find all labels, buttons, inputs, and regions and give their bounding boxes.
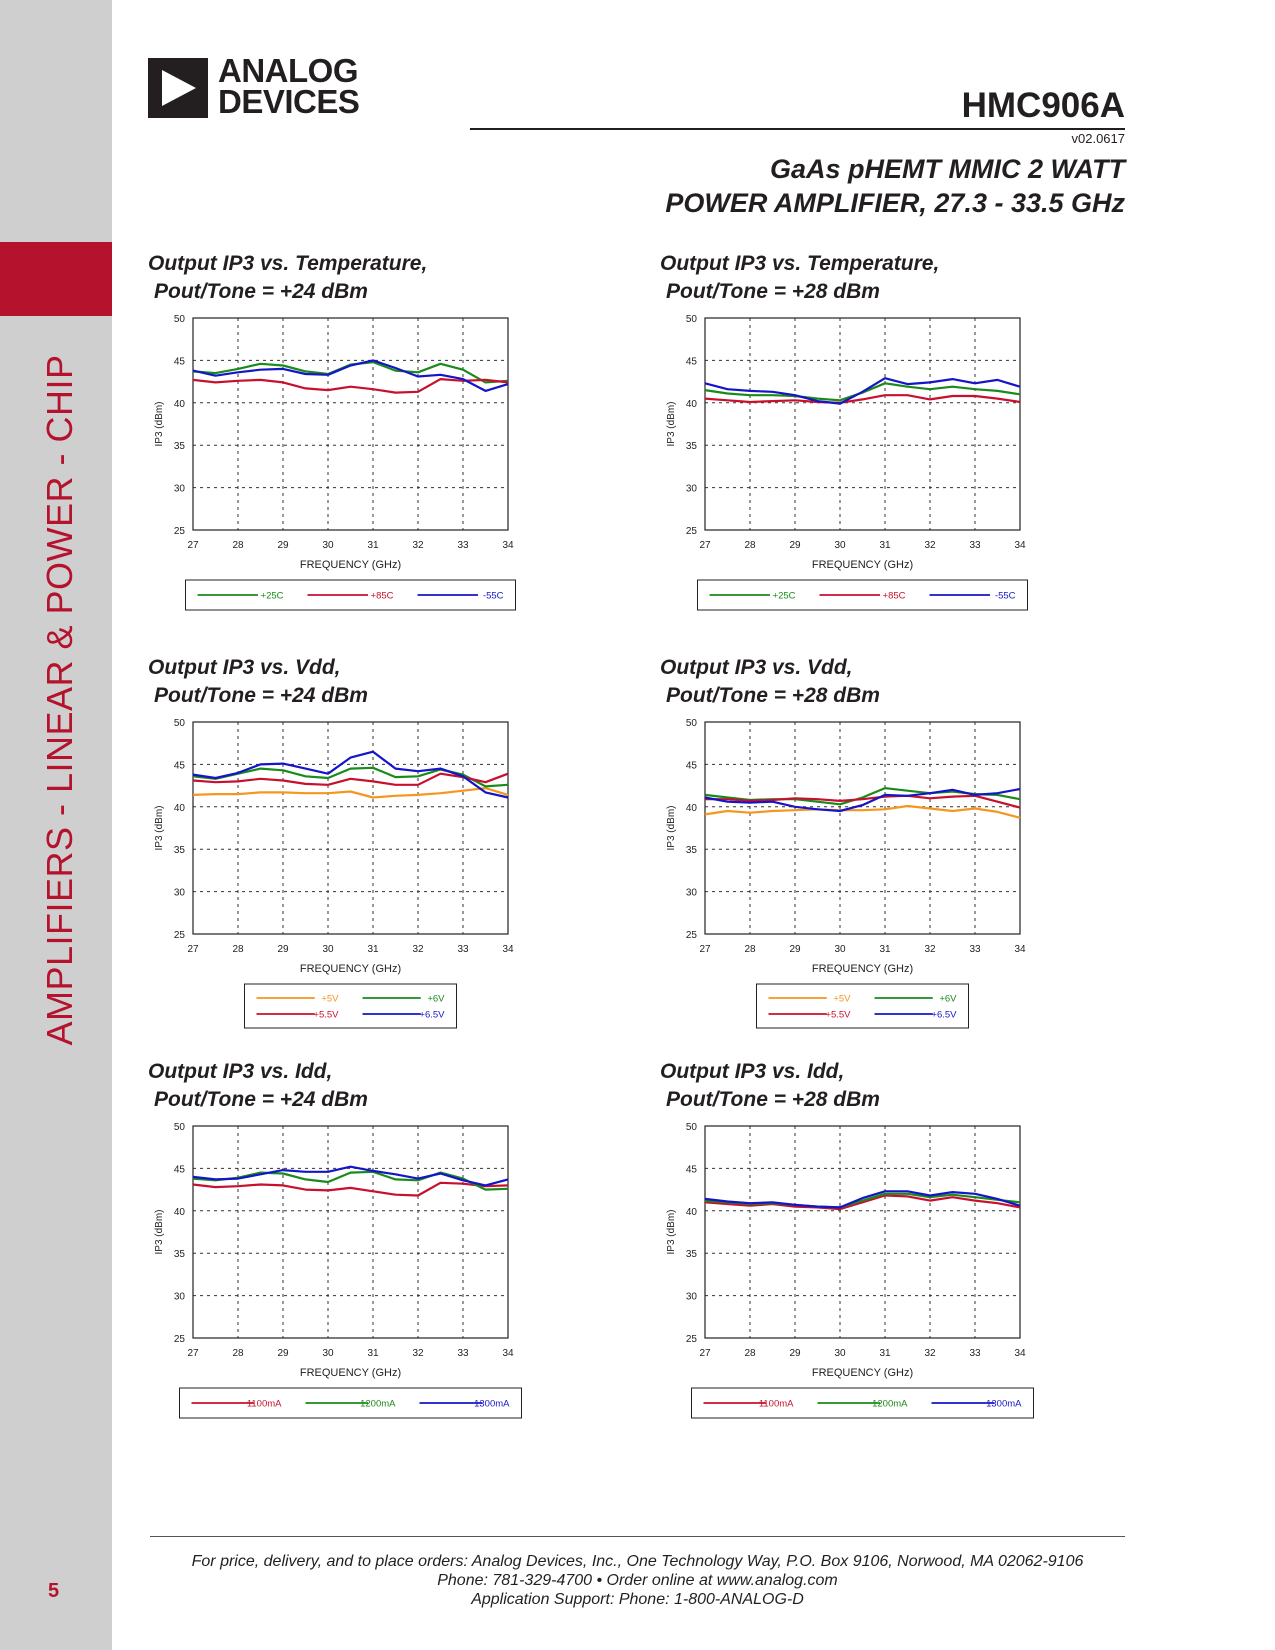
chart-plot — [660, 1116, 1180, 1446]
x-tick-label: 33 — [457, 540, 469, 551]
series-line — [193, 379, 508, 393]
x-tick-label: 28 — [744, 1348, 756, 1359]
footer-line-3: Application Support: Phone: 1-800-ANALOG-D — [471, 1591, 804, 1608]
x-tick-label: 27 — [187, 540, 199, 551]
x-tick-label: 34 — [1014, 944, 1026, 955]
y-tick-label: 35 — [685, 441, 697, 453]
chart-title-line-1: Output IP3 vs. Vdd, — [148, 656, 341, 679]
x-tick-label: 27 — [699, 540, 711, 551]
plot-grid — [193, 318, 508, 530]
footer-line-2: Phone: 781-329-4700 • Order online at www.analog.com — [437, 1572, 838, 1589]
x-tick-label: 34 — [1014, 1348, 1026, 1359]
legend-label: +5V — [833, 993, 851, 1005]
y-tick-label: 30 — [173, 1291, 185, 1303]
chart-title-line-1: Output IP3 vs. Idd, — [148, 1060, 333, 1083]
x-tick-label: 28 — [744, 944, 756, 955]
plot-grid — [193, 722, 508, 934]
x-axis-label: FREQUENCY (GHz) — [299, 963, 402, 975]
chart-title-line-1: Output IP3 vs. Temperature, — [660, 252, 940, 275]
x-tick-label: 27 — [187, 1348, 199, 1359]
legend-label: +5.5V — [825, 1009, 851, 1021]
subtitle-line-2: POWER AMPLIFIER, 27.3 - 33.5 GHz — [665, 188, 1125, 218]
logo-line-1: ANALOG — [218, 52, 358, 89]
plot-grid — [193, 1126, 508, 1338]
x-axis-label: FREQUENCY (GHz) — [811, 559, 914, 571]
chart-title — [660, 1058, 1180, 1114]
x-tick-label: 32 — [924, 1348, 936, 1359]
footer-rule — [150, 1536, 1125, 1537]
plot-grid — [705, 722, 1020, 934]
series-line — [705, 395, 1020, 403]
legend-label: 1200mA — [872, 1398, 908, 1410]
x-tick-label: 34 — [1014, 540, 1026, 551]
logo-wordmark — [218, 52, 360, 120]
plot-frame — [193, 318, 508, 530]
y-tick-label: 50 — [173, 718, 185, 729]
version: v02.0617 — [1071, 131, 1125, 146]
x-tick-label: 29 — [789, 1348, 801, 1359]
chart-plot — [660, 712, 1180, 1042]
chart-ip3-idd-28 — [660, 1058, 1180, 1448]
legend-label: +5.5V — [313, 1009, 339, 1021]
x-tick-label: 33 — [457, 944, 469, 955]
chart-title-line-2: Pout/Tone = +24 dBm — [154, 1088, 368, 1111]
chart-ip3-temp-24 — [148, 250, 668, 640]
y-tick-label: 30 — [173, 483, 185, 495]
analog-devices-logo-icon — [148, 58, 208, 118]
x-tick-label: 30 — [834, 540, 846, 551]
x-tick-label: 29 — [277, 540, 289, 551]
chart-title-line-2: Pout/Tone = +28 dBm — [666, 280, 880, 303]
y-tick-label: 50 — [685, 1122, 697, 1133]
legend-label: +6V — [427, 993, 445, 1005]
chart-title-line-1: Output IP3 vs. Vdd, — [660, 656, 853, 679]
plot-frame — [705, 1126, 1020, 1338]
y-axis-label: IP3 (dBm) — [666, 401, 677, 447]
chart-plot — [660, 308, 1180, 638]
chart-title — [660, 654, 1180, 710]
legend-label: +6V — [939, 993, 957, 1005]
x-tick-label: 34 — [502, 944, 514, 955]
y-tick-label: 40 — [685, 398, 697, 410]
chart-ip3-vdd-28 — [660, 654, 1180, 1044]
legend-label: +85C — [882, 590, 906, 602]
plot-grid — [705, 1126, 1020, 1338]
y-tick-label: 40 — [685, 1206, 697, 1218]
chart-title-line-2: Pout/Tone = +28 dBm — [666, 684, 880, 707]
subtitle — [665, 152, 1125, 220]
x-tick-label: 27 — [699, 944, 711, 955]
x-tick-label: 28 — [744, 540, 756, 551]
legend-label: +6.5V — [419, 1009, 445, 1021]
series-line — [193, 788, 508, 797]
y-tick-label: 45 — [685, 356, 697, 368]
y-tick-label: 40 — [173, 802, 185, 814]
y-tick-label: 50 — [685, 718, 697, 729]
logo-line-2: DEVICES — [218, 83, 360, 120]
legend-label: 1100mA — [758, 1398, 794, 1410]
chart-title — [148, 654, 668, 710]
legend-label: +5V — [321, 993, 339, 1005]
x-tick-label: 29 — [277, 944, 289, 955]
y-tick-label: 50 — [173, 1122, 185, 1133]
x-tick-label: 31 — [367, 1348, 379, 1359]
legend-label: 1300mA — [474, 1398, 510, 1410]
x-tick-label: 29 — [789, 540, 801, 551]
y-tick-label: 30 — [685, 1291, 697, 1303]
chart-title — [148, 1058, 668, 1114]
y-axis-label: IP3 (dBm) — [666, 805, 677, 851]
chart-title-line-1: Output IP3 vs. Idd, — [660, 1060, 845, 1083]
footer — [150, 1552, 1125, 1609]
plot-frame — [705, 722, 1020, 934]
legend-label: +25C — [772, 590, 796, 602]
x-tick-label: 33 — [457, 1348, 469, 1359]
subtitle-line-1: GaAs pHEMT MMIC 2 WATT — [770, 154, 1125, 184]
y-tick-label: 25 — [685, 930, 697, 941]
x-tick-label: 30 — [322, 1348, 334, 1359]
y-axis-label: IP3 (dBm) — [154, 1209, 165, 1255]
chart-ip3-idd-24 — [148, 1058, 668, 1448]
legend-label: -55C — [482, 590, 504, 602]
x-tick-label: 33 — [969, 1348, 981, 1359]
x-tick-label: 28 — [232, 540, 244, 551]
y-tick-label: 25 — [685, 1334, 697, 1345]
chart-title-line-1: Output IP3 vs. Temperature, — [148, 252, 428, 275]
header-rule — [470, 128, 1125, 130]
y-tick-label: 40 — [685, 802, 697, 814]
x-axis-label: FREQUENCY (GHz) — [299, 559, 402, 571]
y-tick-label: 35 — [173, 1249, 185, 1261]
plot-grid — [705, 318, 1020, 530]
y-tick-label: 30 — [685, 483, 697, 495]
x-tick-label: 32 — [412, 944, 424, 955]
x-tick-label: 32 — [924, 944, 936, 955]
x-tick-label: 34 — [502, 540, 514, 551]
x-tick-label: 34 — [502, 1348, 514, 1359]
legend-box — [757, 984, 969, 1028]
chart-plot — [148, 712, 668, 1042]
y-axis-label: IP3 (dBm) — [154, 805, 165, 851]
y-tick-label: 45 — [173, 760, 185, 772]
x-tick-label: 27 — [187, 944, 199, 955]
category-label: AMPLIFIERS - LINEAR & POWER - CHIP — [39, 354, 80, 1046]
y-axis-label: IP3 (dBm) — [666, 1209, 677, 1255]
y-tick-label: 25 — [173, 526, 185, 537]
x-tick-label: 30 — [834, 944, 846, 955]
x-tick-label: 31 — [879, 540, 891, 551]
part-number: HMC906A — [961, 86, 1125, 125]
y-tick-label: 25 — [685, 526, 697, 537]
footer-line-1: For price, delivery, and to place orders: Analog Devices, Inc., One Technology Way, P.O. Box 9106, Norwood, MA 02062-9106 — [191, 1553, 1084, 1570]
x-tick-label: 32 — [924, 540, 936, 551]
y-tick-label: 35 — [685, 845, 697, 857]
x-tick-label: 27 — [699, 1348, 711, 1359]
y-tick-label: 35 — [173, 845, 185, 857]
x-tick-label: 32 — [412, 1348, 424, 1359]
y-tick-label: 30 — [173, 887, 185, 899]
y-tick-label: 45 — [173, 356, 185, 368]
y-tick-label: 50 — [173, 314, 185, 325]
x-tick-label: 33 — [969, 944, 981, 955]
x-tick-label: 30 — [322, 540, 334, 551]
y-tick-label: 40 — [173, 398, 185, 410]
x-axis-label: FREQUENCY (GHz) — [299, 1367, 402, 1379]
chart-title-line-2: Pout/Tone = +28 dBm — [666, 1088, 880, 1111]
x-tick-label: 31 — [879, 1348, 891, 1359]
page-number: 5 — [48, 1580, 60, 1602]
chart-plot — [148, 1116, 668, 1446]
legend-label: 1100mA — [246, 1398, 282, 1410]
y-tick-label: 35 — [173, 441, 185, 453]
x-tick-label: 31 — [367, 540, 379, 551]
y-tick-label: 45 — [173, 1164, 185, 1176]
legend-label: 1200mA — [360, 1398, 396, 1410]
x-tick-label: 31 — [879, 944, 891, 955]
y-tick-label: 50 — [685, 314, 697, 325]
plot-frame — [193, 1126, 508, 1338]
x-tick-label: 33 — [969, 540, 981, 551]
y-tick-label: 40 — [173, 1206, 185, 1218]
y-tick-label: 25 — [173, 1334, 185, 1345]
sidebar-accent — [0, 242, 112, 316]
y-tick-label: 25 — [173, 930, 185, 941]
chart-title-line-2: Pout/Tone = +24 dBm — [154, 684, 368, 707]
legend-label: +85C — [370, 590, 394, 602]
chart-ip3-temp-28 — [660, 250, 1180, 640]
x-tick-label: 28 — [232, 944, 244, 955]
legend-label: +25C — [260, 590, 284, 602]
series-line — [193, 1183, 508, 1196]
chart-ip3-vdd-24 — [148, 654, 668, 1044]
x-tick-label: 32 — [412, 540, 424, 551]
chart-plot — [148, 308, 668, 638]
x-tick-label: 30 — [322, 944, 334, 955]
x-tick-label: 29 — [277, 1348, 289, 1359]
x-tick-label: 29 — [789, 944, 801, 955]
x-axis-label: FREQUENCY (GHz) — [811, 1367, 914, 1379]
x-tick-label: 31 — [367, 944, 379, 955]
x-tick-label: 28 — [232, 1348, 244, 1359]
legend-box — [245, 984, 457, 1028]
y-tick-label: 30 — [685, 887, 697, 899]
chart-title — [660, 250, 1180, 306]
plot-frame — [705, 318, 1020, 530]
series-line — [705, 806, 1020, 818]
y-tick-label: 45 — [685, 760, 697, 772]
plot-frame — [193, 722, 508, 934]
x-tick-label: 30 — [834, 1348, 846, 1359]
y-axis-label: IP3 (dBm) — [154, 401, 165, 447]
y-tick-label: 45 — [685, 1164, 697, 1176]
legend-label: -55C — [994, 590, 1016, 602]
chart-title-line-2: Pout/Tone = +24 dBm — [154, 280, 368, 303]
chart-title — [148, 250, 668, 306]
legend-label: +6.5V — [931, 1009, 957, 1021]
y-tick-label: 35 — [685, 1249, 697, 1261]
x-axis-label: FREQUENCY (GHz) — [811, 963, 914, 975]
legend-label: 1300mA — [986, 1398, 1022, 1410]
